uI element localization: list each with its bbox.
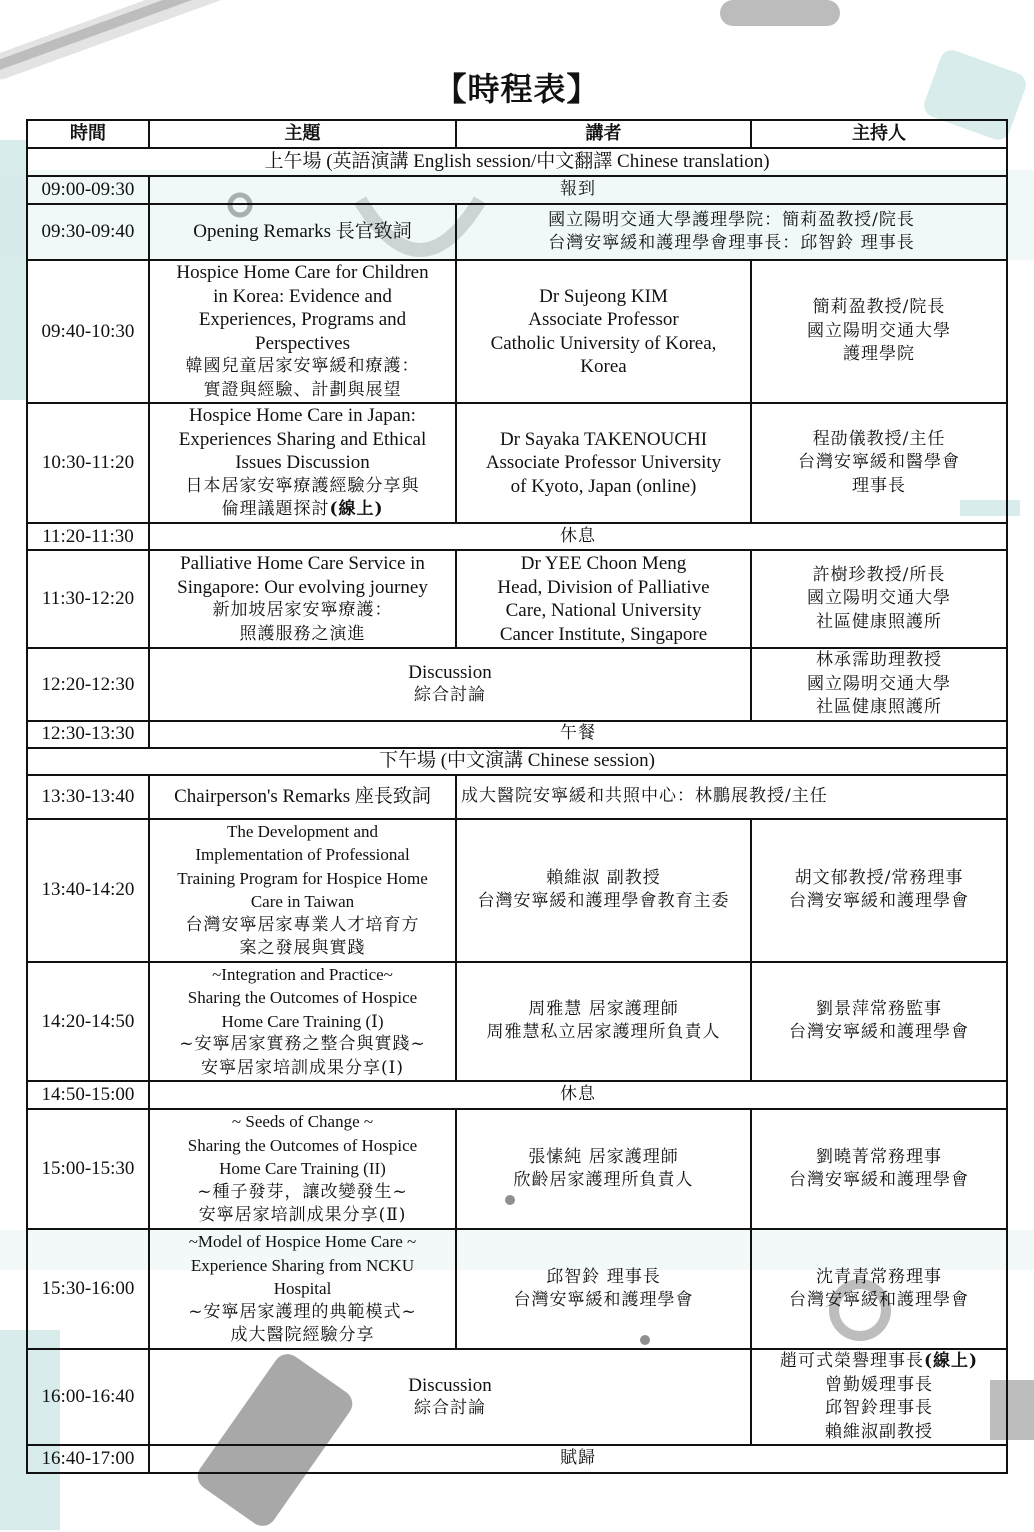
host-line: 國立陽明交通大學	[807, 320, 951, 341]
table-row	[27, 1109, 1007, 1229]
speaker-line: Dr Sujeong KIM	[539, 285, 668, 307]
topic-line: Sharing the Outcomes of Hospice	[187, 988, 418, 1007]
host-cell	[751, 819, 1007, 962]
host-cell	[751, 1349, 1007, 1445]
blob-decoration	[720, 0, 840, 26]
speaker-cell	[456, 962, 751, 1082]
host-line: 台灣安寧緩和護理學會	[789, 1170, 969, 1190]
topic-cell: 休息	[149, 523, 1007, 550]
topic-line	[154, 498, 451, 522]
table-row	[27, 550, 1007, 648]
speaker-line: Associate Professor University	[485, 452, 722, 474]
topic-line: Care in Taiwan	[250, 892, 355, 911]
topic-line: Hospice Home Care in Japan:	[189, 405, 416, 427]
topic-line: Training Program for Hospice Home	[177, 868, 428, 888]
topic-line: ~安寧居家護理的典範模式~	[188, 1301, 417, 1322]
time-cell: 12:30-13:30	[27, 721, 149, 748]
topic-cell: Opening Remarks 長官致詞	[149, 204, 456, 260]
time-cell: 13:30-13:40	[27, 775, 149, 819]
speaker-line: 台灣安寧緩和護理學會教育主委	[477, 891, 730, 911]
topic-line: 案之發展與實踐	[239, 938, 366, 958]
topic-line: 日本居家安寧療護經驗分享與	[185, 475, 420, 496]
topic-line: Issues Discussion	[235, 452, 370, 474]
topic-line: 新加坡居家安寧療護：	[212, 600, 393, 620]
table-row	[27, 1349, 1007, 1445]
topic-line: 安寧居家培訓成果分享(Ⅰ)	[201, 1057, 404, 1078]
speaker-cell	[456, 1229, 751, 1349]
host-line: 台灣安寧緩和醫學會	[798, 452, 960, 473]
topic-cell	[149, 648, 751, 721]
header-row	[27, 120, 1007, 148]
topic-line: ~安寧居家實務之整合與實踐~	[179, 1034, 426, 1054]
host-line: 社區健康照護所	[816, 611, 942, 632]
topic-line: ~ Seeds of Change ~	[231, 1112, 374, 1132]
host-cell	[751, 260, 1007, 403]
topic-cell	[149, 260, 456, 403]
table-row	[27, 721, 1007, 748]
speaker-cell	[456, 403, 751, 523]
topic-cell: 休息	[149, 1081, 1007, 1109]
session-row-morning	[27, 148, 1007, 176]
host-line: 沈青青常務理事	[816, 1266, 942, 1287]
host-line: 國立陽明交通大學	[807, 588, 951, 609]
table-row	[27, 648, 1007, 721]
speaker-cell	[456, 204, 1007, 260]
host-line: 社區健康照護所	[816, 697, 942, 717]
afternoon-session-label: 下午場 (中文演講 Chinese session)	[27, 748, 1007, 775]
topic-line: Experiences, Programs and	[198, 309, 407, 330]
time-cell: 15:00-15:30	[27, 1109, 149, 1229]
speaker-line: 邱智鈴 理事長	[546, 1266, 661, 1287]
time-cell: 14:50-15:00	[27, 1081, 149, 1109]
host-line: 台灣安寧緩和護理學會	[789, 891, 969, 911]
topic-cell	[149, 550, 456, 648]
speaker-line: Korea	[580, 356, 627, 377]
topic-line: Experiences Sharing and Ethical	[178, 428, 427, 450]
header-topic: 主題	[149, 120, 456, 148]
speaker-line: Associate Professor	[528, 309, 679, 330]
time-cell: 09:00-09:30	[27, 176, 149, 204]
schedule-table	[26, 119, 1008, 1474]
topic-line: Sharing the Outcomes of Hospice	[187, 1135, 418, 1155]
topic-line: 照護服務之演進	[239, 623, 366, 644]
topic-line: Implementation of Professional	[195, 845, 410, 864]
topic-line: 綜合討論	[414, 1398, 486, 1418]
topic-line: The Development and	[226, 821, 379, 841]
time-cell: 11:20-11:30	[27, 523, 149, 550]
table-row	[27, 962, 1007, 1082]
host-line: 許樹珍教授/所長	[812, 564, 946, 585]
host-line: 國立陽明交通大學	[807, 673, 951, 694]
speaker-line: 周雅慧 居家護理師	[528, 998, 679, 1019]
topic-cell	[149, 403, 456, 523]
topic-cell	[149, 1109, 456, 1229]
topic-line: 韓國兒童居家安寧緩和療護：	[185, 356, 420, 376]
speaker-cell	[456, 550, 751, 648]
topic-line: Experience Sharing from NCKU	[190, 1255, 415, 1275]
topic-line: Discussion	[408, 661, 492, 683]
online-tag: (線上)	[923, 1351, 979, 1371]
time-cell: 09:40-10:30	[27, 260, 149, 403]
topic-line: Discussion	[408, 1374, 492, 1396]
header-host: 主持人	[751, 120, 1007, 148]
header-speaker: 講者	[456, 120, 751, 148]
topic-line: 安寧居家培訓成果分享(Ⅱ)	[198, 1205, 407, 1226]
topic-cell: 賦歸	[149, 1445, 1007, 1473]
host-line: 劉曉菁常務理事	[816, 1146, 942, 1167]
topic-cell	[149, 1349, 751, 1445]
topic-cell	[149, 962, 456, 1082]
table-row	[27, 819, 1007, 962]
morning-session-label: 上午場 (英語演講 English session/中文翻譯 Chinese translation)	[27, 148, 1007, 176]
host-cell	[751, 962, 1007, 1082]
session-row-afternoon	[27, 748, 1007, 775]
header-time: 時間	[27, 120, 149, 148]
speaker-line: Cancer Institute, Singapore	[499, 623, 708, 645]
host-line: 台灣安寧緩和護理學會	[789, 1022, 969, 1043]
host-line: 林承霈助理教授	[816, 650, 942, 670]
speaker-cell	[456, 819, 751, 962]
speaker-line: Dr Sayaka TAKENOUCHI	[499, 428, 708, 450]
speaker-line: Catholic University of Korea,	[490, 332, 717, 354]
speaker-cell	[456, 260, 751, 403]
table-row	[27, 1229, 1007, 1349]
host-line: 曾勤媛理事長	[825, 1374, 933, 1395]
table-row	[27, 260, 1007, 403]
host-cell	[751, 403, 1007, 523]
time-cell: 15:30-16:00	[27, 1229, 149, 1349]
topic-cell: 午餐	[149, 721, 1007, 748]
host-line	[756, 1350, 1002, 1374]
speaker-line: Head, Division of Palliative	[497, 576, 710, 598]
topic-line: Perspectives	[255, 332, 350, 354]
speaker-line: of Kyoto, Japan (online)	[510, 475, 697, 497]
topic-line: Hospice Home Care for Children	[176, 262, 429, 283]
time-cell: 16:00-16:40	[27, 1349, 149, 1445]
table-row	[27, 1445, 1007, 1473]
topic-line: 實證與經驗、計劃與展望	[203, 379, 402, 400]
topic-line: Home Care Training (II)	[219, 1159, 386, 1179]
speaker-line: Care, National University	[505, 600, 702, 621]
topic-line: Hospital	[273, 1279, 332, 1299]
time-cell: 14:20-14:50	[27, 962, 149, 1082]
host-line: 賴維淑副教授	[825, 1421, 933, 1442]
host-text: 趙可式榮譽理事長	[779, 1351, 924, 1371]
topic-cell	[149, 819, 456, 962]
topic-line: 台灣安寧居家專業人才培育方	[185, 914, 420, 935]
topic-line: ~Integration and Practice~	[212, 964, 393, 984]
table-row	[27, 176, 1007, 204]
table-row	[27, 403, 1007, 523]
online-tag: (線上)	[329, 499, 384, 520]
topic-line: Home Care Training (Ⅰ)	[221, 1011, 384, 1031]
host-line: 台灣安寧緩和護理學會	[789, 1290, 969, 1310]
time-cell: 10:30-11:20	[27, 403, 149, 523]
host-cell	[751, 1109, 1007, 1229]
speaker-line: 張愫純 居家護理師	[528, 1146, 679, 1167]
time-cell: 12:20-12:30	[27, 648, 149, 721]
topic-line: in Korea: Evidence and	[213, 285, 392, 307]
host-line: 護理學院	[843, 344, 915, 365]
host-line: 理事長	[852, 475, 906, 496]
host-line: 簡莉盈教授/院長	[812, 297, 946, 318]
host-cell	[751, 648, 1007, 721]
host-line: 劉景萍常務監事	[816, 998, 942, 1019]
speaker-line: 台灣安寧緩和護理學會理事長：邱智鈴 理事長	[548, 233, 915, 253]
topic-line: Singapore: Our evolving journey	[177, 576, 428, 598]
topic-line: ~Model of Hospice Home Care ~	[188, 1232, 417, 1252]
table-row	[27, 204, 1007, 260]
topic-text: 倫理議題探討	[221, 499, 330, 520]
topic-line: 成大醫院經驗分享	[230, 1325, 375, 1346]
topic-line: ~種子發芽，讓改變發生~	[197, 1181, 408, 1202]
speaker-line: 國立陽明交通大學護理學院：簡莉盈教授/院長	[548, 209, 915, 230]
host-line: 胡文郁教授/常務理事	[794, 867, 964, 888]
table-row	[27, 1081, 1007, 1109]
table-row	[27, 775, 1007, 819]
topic-line: Palliative Home Care Service in	[180, 553, 425, 574]
topic-cell	[149, 1229, 456, 1349]
speaker-line: Dr YEE Choon Meng	[520, 553, 687, 574]
topic-cell: Chairperson's Remarks 座長致詞	[149, 775, 456, 819]
topic-cell: 報到	[149, 176, 1007, 204]
speaker-line: 欣齡居家護理所負責人	[513, 1170, 694, 1190]
host-line: 程劭儀教授/主任	[812, 428, 946, 449]
speaker-line: 周雅慧私立居家護理所負責人	[486, 1022, 721, 1043]
time-cell: 16:40-17:00	[27, 1445, 149, 1473]
time-cell: 09:30-09:40	[27, 204, 149, 260]
speaker-line: 賴維淑 副教授	[546, 867, 661, 888]
speaker-cell	[456, 1109, 751, 1229]
host-cell	[751, 550, 1007, 648]
speaker-line: 台灣安寧緩和護理學會	[513, 1290, 694, 1310]
host-line: 邱智鈴理事長	[825, 1398, 933, 1418]
topic-line: 綜合討論	[414, 685, 486, 706]
time-cell: 13:40-14:20	[27, 819, 149, 962]
host-cell	[751, 1229, 1007, 1349]
table-row	[27, 523, 1007, 550]
speaker-cell: 成大醫院安寧緩和共照中心：林鵬展教授/主任	[456, 775, 1007, 819]
page-title: 【時程表】	[434, 70, 600, 108]
time-cell: 11:30-12:20	[27, 550, 149, 648]
